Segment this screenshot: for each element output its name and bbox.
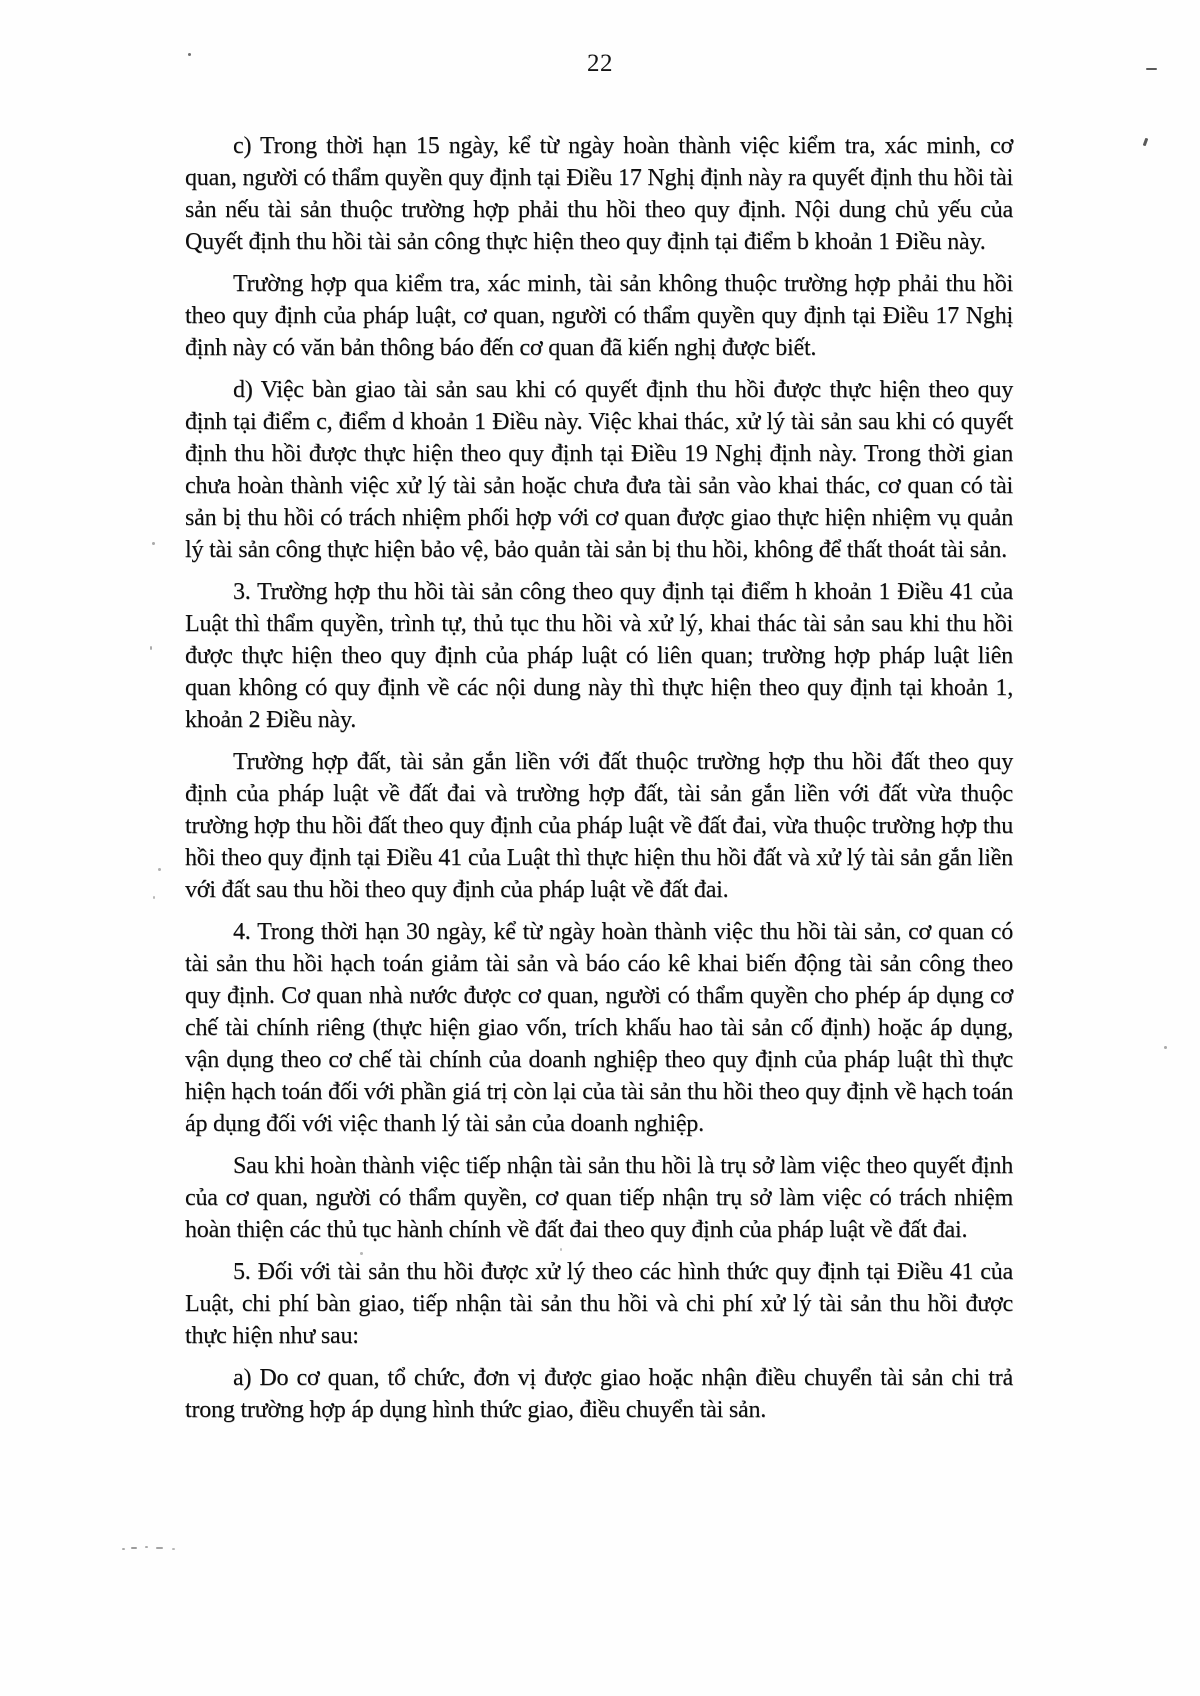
scan-speck [360,1252,363,1255]
paragraph-clause-3-continued: Trường hợp đất, tài sản gắn liền với đất thuộc trường hợp thu hồi đất theo quy định của pháp luật về đất đai và trường hợp đất, tài sản gắn liền với đất vừa thuộc trường hợp thu hồi đất theo quy định của pháp luật về đất đai, vừa thuộc trường hợp thu hồi theo quy định tại Điều 41 của Luật thì thực hiện thu hồi đất và xử lý tài sản gắn liền với đất sau thu hồi theo quy định của pháp luật về đất đai. [185,749,1013,903]
paragraph-point-d: d) Việc bàn giao tài sản sau khi có quyết định thu hồi được thực hiện theo quy định tại điểm c, điểm d khoản 1 Điều này. Việc khai thác, xử lý tài sản sau khi có quyết định thu hồi được thực hiện theo quy định tại Điều 19 Nghị định này. Trong thời gian chưa hoàn thành việc xử lý tài sản hoặc chưa đưa tài sản vào khai thác, cơ quan có tài sản bị thu hồi có trách nhiệm phối hợp với cơ quan được giao thực hiện nhiệm vụ quản lý tài sản công thực hiện bảo vệ, bảo quản tài sản bị thu hồi, không để thất thoát tài sản. [185,377,1013,563]
paragraph-point-a: a) Do cơ quan, tổ chức, đơn vị được giao hoặc nhận điều chuyển tài sản chi trả trong trường hợp áp dụng hình thức giao, điều chuyển tài sản. [185,1365,1013,1423]
scan-speck [1146,68,1157,70]
paragraph-clause-4-continued: Sau khi hoàn thành việc tiếp nhận tài sản thu hồi là trụ sở làm việc theo quyết định của cơ quan, người có thẩm quyền, cơ quan tiếp nhận trụ sở làm việc có trách nhiệm hoàn thiện các thủ tục hành chính về đất đai theo quy định của pháp luật về đất đai. [185,1153,1013,1243]
scan-speck [122,1548,125,1550]
scan-speck [158,868,161,871]
scan-speck [131,1547,137,1549]
scan-speck [188,53,191,56]
paragraph-clause-4: 4. Trong thời hạn 30 ngày, kể từ ngày hoàn thành việc thu hồi tài sản, cơ quan có tài sản thu hồi hạch toán giảm tài sản và báo cáo kê khai biến động tài sản công theo quy định. Cơ quan nhà nước được cơ quan, người có thẩm quyền cho phép áp dụng cơ chế tài chính riêng (thực hiện giao vốn, trích khấu hao tài sản cố định) hoặc áp dụng, vận dụng theo cơ chế tài chính của doanh nghiệp theo quy định của pháp luật thì thực hiện hạch toán đối với phần giá trị còn lại của tài sản thu hồi theo quy định về hạch toán áp dụng đối với việc thanh lý tài sản của doanh nghiệp. [185,919,1013,1137]
scan-speck [560,1248,562,1251]
scan-speck [1143,138,1149,147]
paragraph-point-c: c) Trong thời hạn 15 ngày, kể từ ngày hoàn thành việc kiểm tra, xác minh, cơ quan, người có thẩm quyền quy định tại Điều 17 Nghị định này ra quyết định thu hồi tài sản nếu tài sản thuộc trường hợp phải thu hồi theo quy định. Nội dung chủ yếu của Quyết định thu hồi tài sản công thực hiện theo quy định tại điểm b khoản 1 Điều này. [185,133,1013,255]
document-body [185,130,1013,1426]
page-number: 22 [587,50,613,77]
scan-speck [153,896,155,899]
scan-speck [156,1547,163,1549]
paragraph-clause-5: 5. Đối với tài sản thu hồi được xử lý theo các hình thức quy định tại Điều 41 của Luật, chi phí bàn giao, tiếp nhận tài sản thu hồi và chi phí xử lý tài sản thu hồi được thực hiện như sau: [185,1259,1013,1349]
paragraph-point-c-continued: Trường hợp qua kiểm tra, xác minh, tài sản không thuộc trường hợp phải thu hồi theo quy định của pháp luật, cơ quan, người có thẩm quyền quy định tại Điều 17 Nghị định này có văn bản thông báo đến cơ quan đã kiến nghị được biết. [185,271,1013,361]
scan-speck [172,1548,175,1550]
scan-speck [150,646,152,650]
scan-speck [145,1546,148,1548]
scan-speck [152,542,155,545]
paragraph-clause-3: 3. Trường hợp thu hồi tài sản công theo quy định tại điểm h khoản 1 Điều 41 của Luật thì thẩm quyền, trình tự, thủ tục thu hồi và xử lý, khai thác tài sản sau khi thu hồi được thực hiện theo quy định của pháp luật có liên quan; trường hợp pháp luật liên quan không có quy định về các nội dung này thì thực hiện theo quy định tại khoản 1, khoản 2 Điều này. [185,579,1013,733]
scan-speck [1164,1046,1167,1049]
